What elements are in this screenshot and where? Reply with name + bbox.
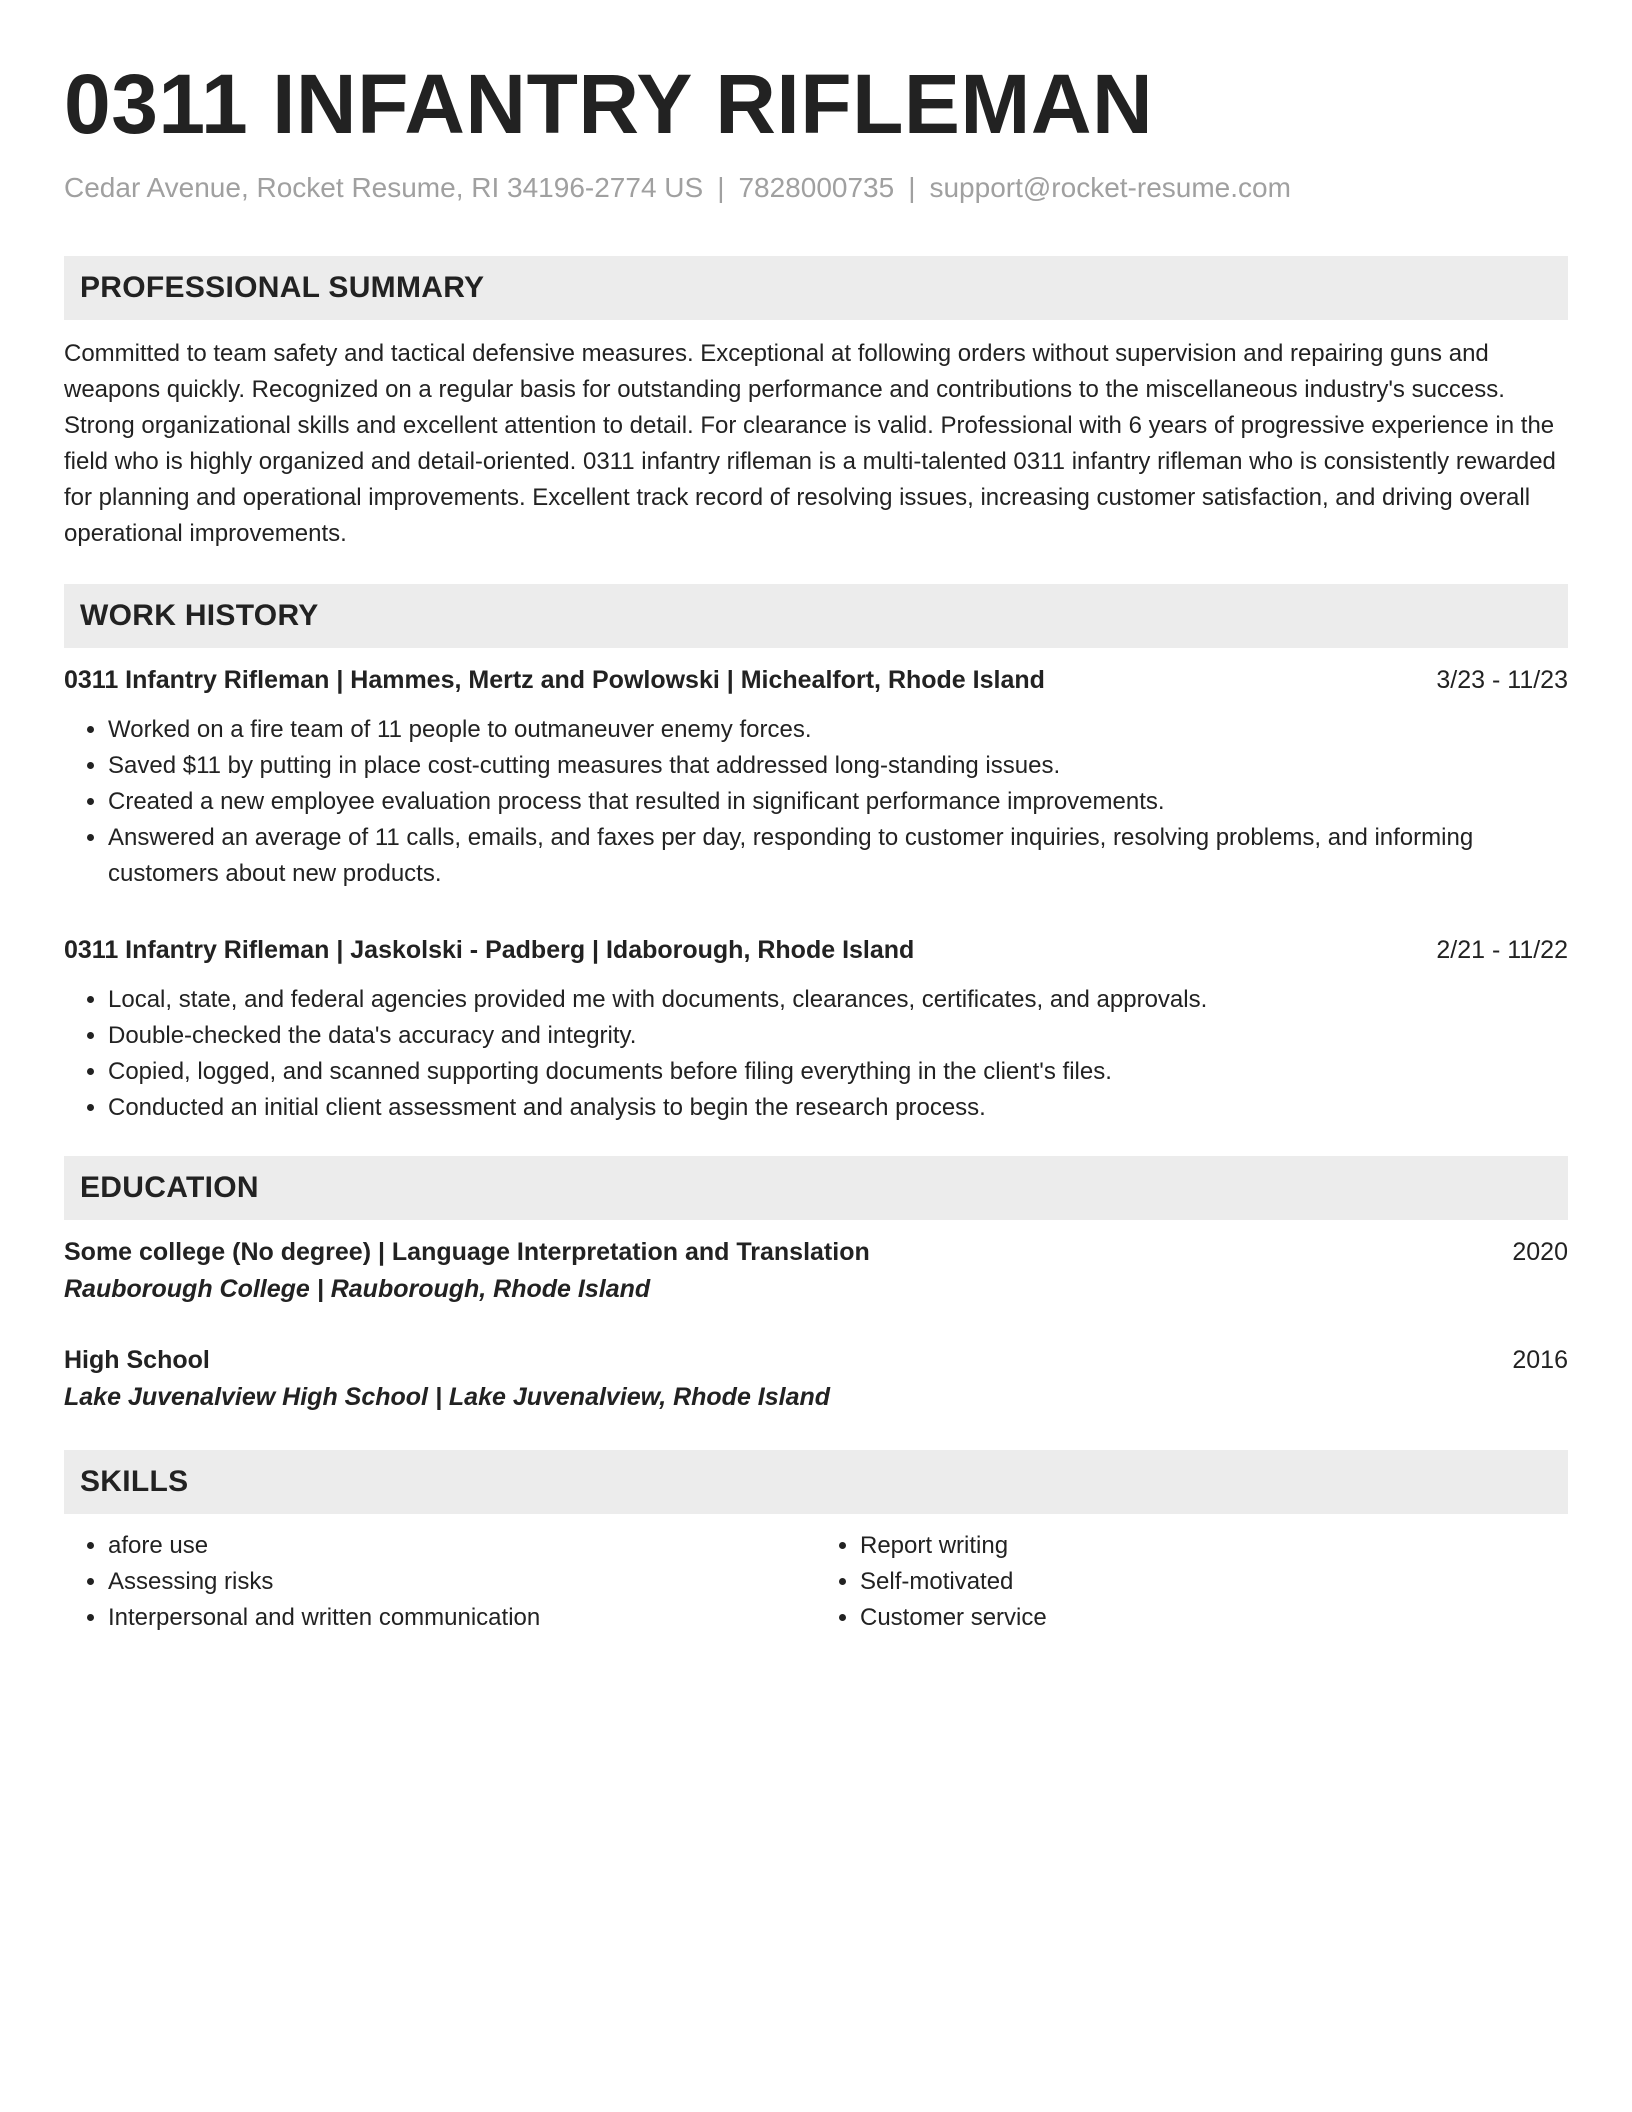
job-dates: 3/23 - 11/23 [1436,666,1568,694]
skill-item: • Customer service [860,1600,1568,1636]
job-bullet: • Double-checked the data's accuracy and integrity. [108,1018,1568,1054]
job-bullet: • Copied, logged, and scanned supporting documents before filing everything in the client's files. [108,1054,1568,1090]
job-header [64,932,1568,968]
education-school: Rauborough College | Rauborough, Rhode Island [64,1275,651,1303]
job-bullet: • Created a new employee evaluation process that resulted in significant performance improvements. [108,784,1568,820]
job-bullets [64,712,1568,892]
education-year: 2020 [1512,1238,1568,1266]
section-header-work-history: WORK HISTORY [64,584,1568,648]
skill-item: • Assessing risks [108,1564,816,1600]
job-bullet: • Conducted an initial client assessment and analysis to begin the research process. [108,1090,1568,1126]
section-header-education: EDUCATION [64,1156,1568,1220]
skill-item: • afore use [108,1528,816,1564]
job-bullets [64,982,1568,1126]
section-header-summary: PROFESSIONAL SUMMARY [64,256,1568,320]
skill-item: • Report writing [860,1528,1568,1564]
contact-email: support@rocket-resume.com [929,172,1291,203]
education-entry [64,1342,1568,1416]
job-entry [64,662,1568,892]
education-school: Lake Juvenalview High School | Lake Juvenalview, Rhode Island [64,1383,831,1411]
education-degree: High School [64,1346,210,1374]
job-title: 0311 Infantry Rifleman | Jaskolski - Padberg | Idaborough, Rhode Island [64,936,915,964]
skill-item: • Interpersonal and written communication [108,1600,816,1636]
skills-column-left [64,1528,816,1636]
job-bullet: • Answered an average of 11 calls, emails, and faxes per day, responding to customer inquiries, resolving problems, and informing customers about new products. [108,820,1568,892]
education-degree: Some college (No degree) | Language Interpretation and Translation [64,1238,870,1266]
section-header-skills: SKILLS [64,1450,1568,1514]
candidate-name: 0311 INFANTRY RIFLEMAN [64,57,1154,151]
summary-text: Committed to team safety and tactical defensive measures. Exceptional at following orders without supervision and repairing guns and weapons quickly. Recognized on a regular basis for outstanding performance and contributions to the miscellaneous industry's success. Strong organizational skills and excellent attention to detail. For clearance is valid. Professional with 6 years of progressive experience in the field who is highly organized and detail-oriented. 0311 infantry rifleman is a multi-talented 0311 infantry rifleman who is consistently rewarded for planning and operational improvements. Excellent track record of resolving issues, increasing customer satisfaction, and driving overall operational improvements. [64,340,1556,547]
contact-address: Cedar Avenue, Rocket Resume, RI 34196-2774 US [64,172,704,203]
skill-item: • Self-motivated [860,1564,1568,1600]
job-entry [64,932,1568,1126]
job-bullet: • Local, state, and federal agencies provided me with documents, clearances, certificates, and approvals. [108,982,1568,1018]
education-header [64,1342,1568,1378]
job-header [64,662,1568,698]
skills-list [64,1528,1568,1636]
contact-line [64,170,1568,206]
education-entry [64,1234,1568,1308]
job-bullet: • Worked on a fire team of 11 people to outmaneuver enemy forces. [108,712,1568,748]
contact-separator: | [908,172,916,203]
education-year: 2016 [1512,1346,1568,1374]
contact-phone: 7828000735 [738,172,895,203]
job-bullet: • Saved $11 by putting in place cost-cutting measures that addressed long-standing issues. [108,748,1568,784]
job-title: 0311 Infantry Rifleman | Hammes, Mertz and Powlowski | Michealfort, Rhode Island [64,666,1045,694]
education-header [64,1234,1568,1270]
contact-separator: | [717,172,725,203]
skills-column-right [816,1528,1568,1636]
job-dates: 2/21 - 11/22 [1436,936,1568,964]
